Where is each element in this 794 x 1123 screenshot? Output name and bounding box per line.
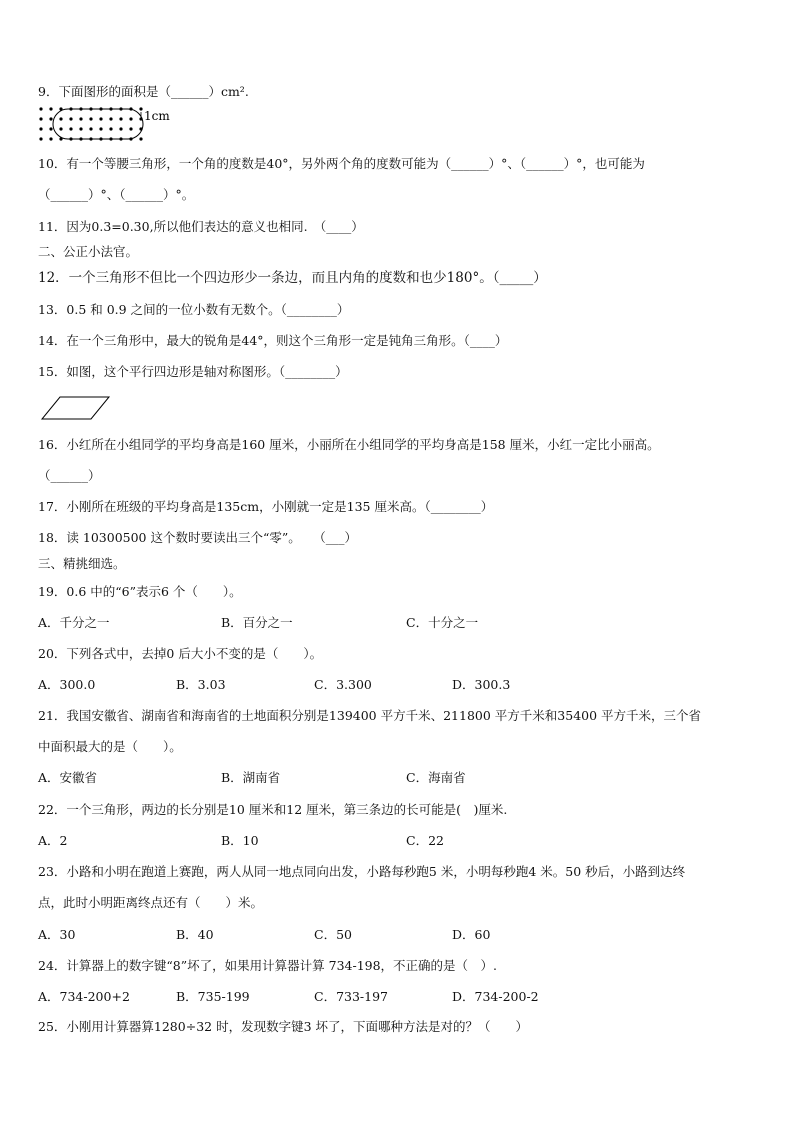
- q23-option-c: C．50: [314, 927, 352, 942]
- q21-option-c: C．海南省: [406, 770, 466, 785]
- q19-option-c: C．十分之一: [406, 615, 479, 630]
- q22-option-c: C．22: [406, 833, 444, 848]
- q21-option-a: A．安徽省: [38, 770, 98, 785]
- question-25: 25．小刚用计算器算1280÷32 时，发现数字键3 坏了，下面哪种方法是对的？（ ）: [38, 1019, 528, 1034]
- q22-option-b: B．10: [221, 833, 259, 848]
- q24-option-a: A．734-200+2: [38, 989, 130, 1004]
- q20-option-d: D．300.3: [452, 677, 511, 692]
- question-17: 17．小刚所在班级的平均身高是135cm，小刚就一定是135 厘米高。（________）: [38, 499, 494, 514]
- parallelogram-figure: [40, 395, 112, 421]
- figure-unit-label: 1cm: [144, 109, 170, 123]
- question-9: 9．下面图形的面积是（______）cm².: [38, 84, 249, 99]
- question-21-line2: 中面积最大的是（ ）。: [38, 739, 182, 754]
- question-19: 19．0.6 中的“6”表示6 个（ ）。: [38, 584, 242, 599]
- q21-option-b: B．湖南省: [221, 770, 281, 785]
- q20-option-a: A．300.0: [38, 677, 96, 692]
- question-12: 12．一个三角形不但比一个四边形少一条边，而且内角的度数和也少180°。（_____）: [38, 270, 547, 286]
- q24-option-c: C．733-197: [314, 989, 389, 1004]
- section-3-heading: 三、精挑细选。: [38, 556, 126, 571]
- question-16-line1: 16．小红所在小组同学的平均身高是160 厘米，小丽所在小组同学的平均身高是158 厘米，小红一定比小丽高。: [38, 437, 660, 452]
- section-2-heading: 二、公正小法官。: [38, 244, 139, 259]
- question-22: 22．一个三角形，两边的长分别是10 厘米和12 厘米，第三条边的长可能是( )厘米.: [38, 802, 508, 817]
- q24-option-d: D．734-200-2: [452, 989, 539, 1004]
- question-13: 13．0.5 和 0.9 之间的一位小数有无数个。（________）: [38, 302, 350, 317]
- question-23-line2: 点，此时小明距离终点还有（ ）米。: [38, 895, 264, 910]
- q20-option-b: B．3.03: [176, 677, 226, 692]
- question-24: 24．计算器上的数字键“8”坏了，如果用计算器计算 734-198，不正确的是（ ）.: [38, 958, 498, 973]
- question-10-line1: 10．有一个等腰三角形，一个角的度数是40°，另外两个角的度数可能为（______）°、（______）°，也可能为: [38, 156, 645, 171]
- q23-option-d: D．60: [452, 927, 491, 942]
- question-21-line1: 21．我国安徽省、湖南省和海南省的土地面积分别是139400 平方千米、211800 平方千米和35400 平方千米，三个省: [38, 708, 702, 723]
- q24-option-b: B．735-199: [176, 989, 250, 1004]
- q22-option-a: A．2: [38, 833, 68, 848]
- q23-option-b: B．40: [176, 927, 214, 942]
- question-20: 20．下列各式中，去掉0 后大小不变的是（ ）。: [38, 646, 323, 661]
- question-16-line2: （______）: [38, 468, 101, 483]
- question-18: 18．读 10300500 这个数时要读出三个“零”。 （___）: [38, 530, 358, 545]
- question-14: 14．在一个三角形中，最大的锐角是44°，则这个三角形一定是钝角三角形。（____）: [38, 333, 508, 348]
- dot-grid-figure: [38, 105, 188, 141]
- question-11: 11．因为0.3=0.30,所以他们表达的意义也相同. （____）: [38, 219, 364, 234]
- question-23-line1: 23．小路和小明在跑道上赛跑，两人从同一地点同向出发，小路每秒跑5 米，小明每秒跑4 米。50 秒后，小路到达终: [38, 864, 686, 879]
- q19-option-b: B．百分之一: [221, 615, 293, 630]
- question-15: 15．如图，这个平行四边形是轴对称图形。（________）: [38, 364, 348, 379]
- q20-option-c: C．3.300: [314, 677, 372, 692]
- q23-option-a: A．30: [38, 927, 76, 942]
- q19-option-a: A．千分之一: [38, 615, 110, 630]
- question-10-line2: （______）°、（______）°。: [38, 187, 195, 202]
